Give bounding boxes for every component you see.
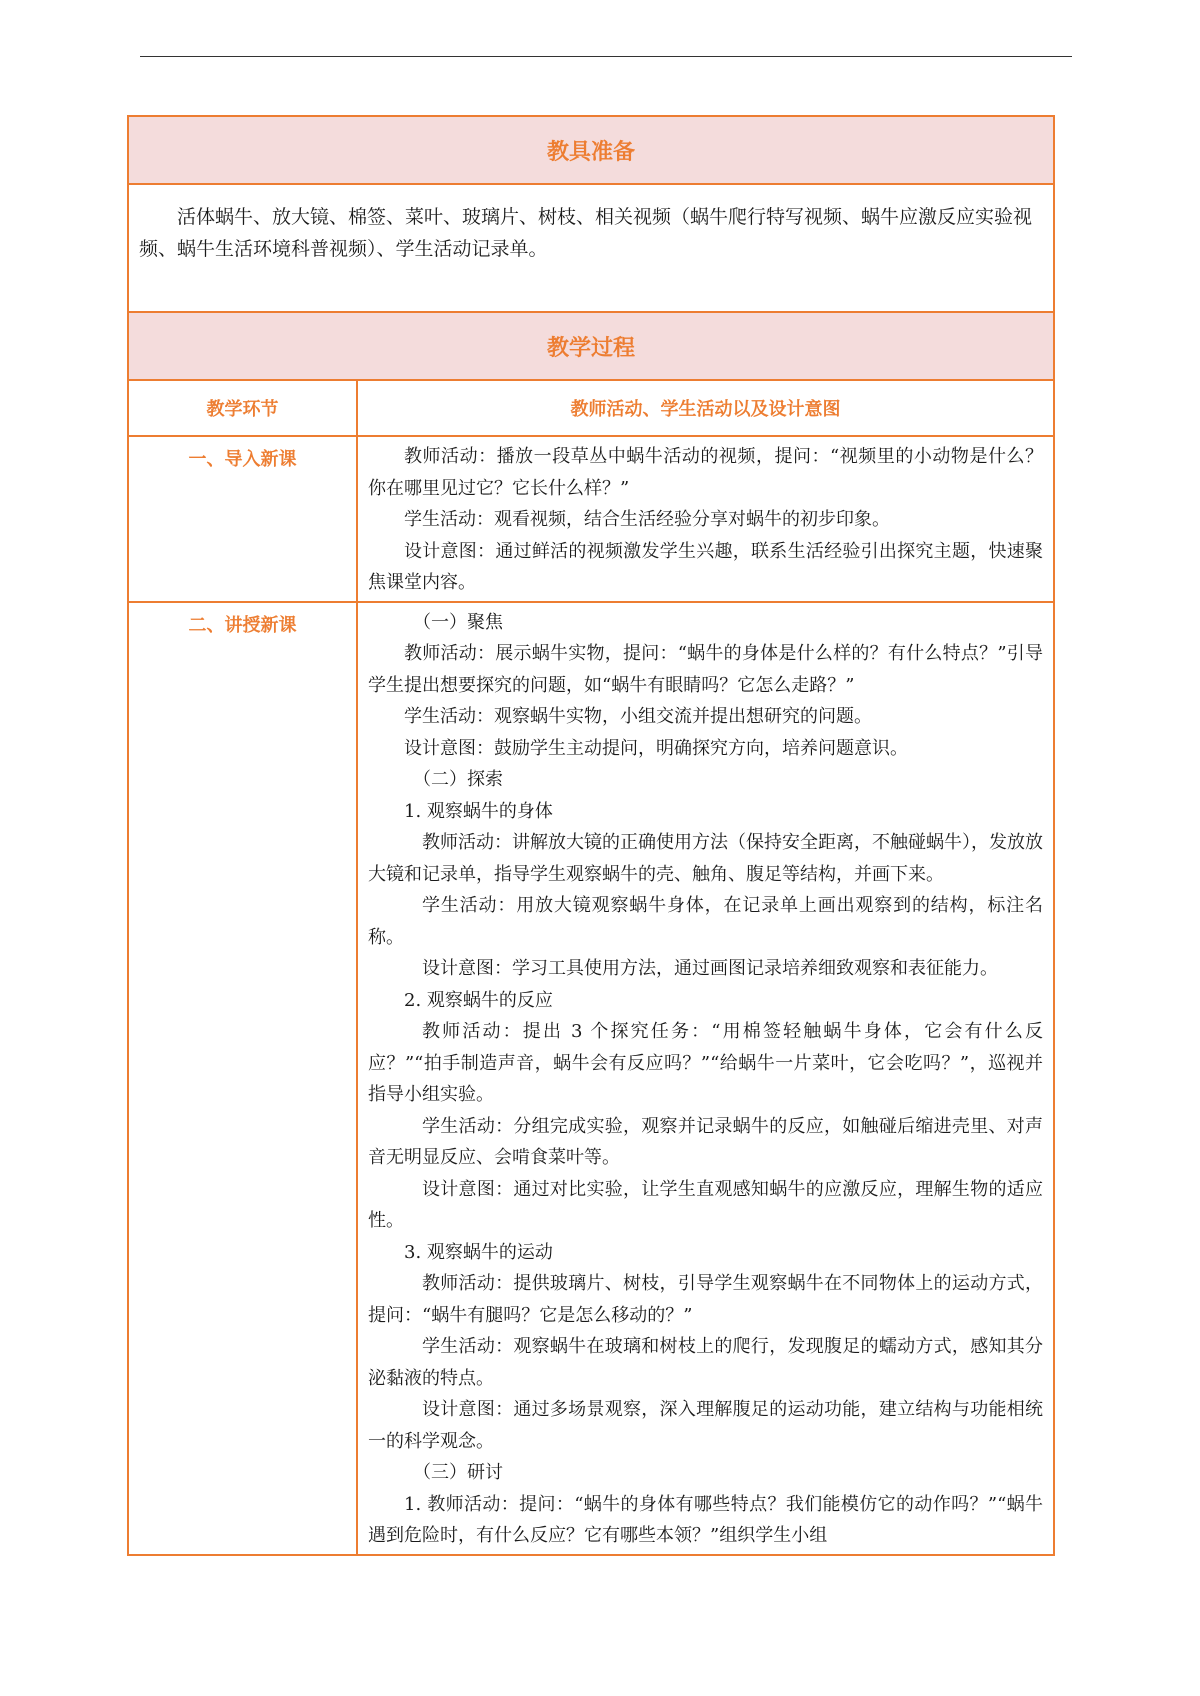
paragraph-design-intent: 设计意图：通过多场景观察，深入理解腹足的运动功能，建立结构与功能相统一的科学观念。 [368, 1399, 1044, 1452]
paragraph-teacher-activity: 教师活动：提出 3 个探究任务：“用棉签轻触蜗牛身体，它会有什么反应？”“拍手制造声音，蜗牛会有反应吗？”“给蜗牛一片菜叶，它会吃吗？”，巡视并指导小组实验。 [368, 1021, 1044, 1105]
paragraph-design-intent: 设计意图：学习工具使用方法，通过画图记录培养细致观察和表征能力。 [422, 958, 998, 979]
paragraph-student-activity: 学生活动：观看视频，结合生活经验分享对蜗牛的初步印象。 [404, 509, 890, 530]
paragraph-teacher-activity: 教师活动：提供玻璃片、树枝，引导学生观察蜗牛在不同物体上的运动方式，提问：“蜗牛有腿吗？它是怎么移动的？” [368, 1273, 1044, 1326]
subheading-explore: （二）探索 [413, 769, 503, 790]
subheading-discussion: （三）研讨 [413, 1462, 503, 1483]
materials-content [128, 184, 1054, 312]
materials-title-row [128, 116, 1054, 184]
lesson-plan-table [127, 115, 1055, 1556]
subheading-observe-body: 1. 观察蜗牛的身体 [404, 800, 553, 822]
subheading-observe-movement: 3. 观察蜗牛的运动 [404, 1241, 553, 1263]
materials-title: 教具准备 [128, 116, 1054, 184]
column-header-stage: 教学环节 [128, 380, 357, 436]
stage-name-intro: 一、导入新课 [128, 436, 357, 602]
paragraph-design-intent: 设计意图：通过鲜活的视频激发学生兴趣，联系生活经验引出探究主题，快速聚焦课堂内容。 [368, 540, 1044, 593]
paragraph-student-activity: 学生活动：用放大镜观察蜗牛身体，在记录单上画出观察到的结构，标注名称。 [368, 895, 1044, 948]
paragraph-student-activity: 学生活动：观察蜗牛实物，小组交流并提出想研究的问题。 [404, 706, 872, 727]
stage-content-intro [357, 436, 1054, 602]
paragraph-student-activity: 学生活动：分组完成实验，观察并记录蜗牛的反应，如触碰后缩进壳里、对声音无明显反应、会啃食菜叶等。 [368, 1115, 1044, 1168]
paragraph-teacher-activity: 教师活动：播放一段草丛中蜗牛活动的视频，提问：“视频里的小动物是什么？你在哪里见过它？它长什么样？” [368, 446, 1044, 499]
paragraph-teacher-activity: 教师活动：展示蜗牛实物，提问：“蜗牛的身体是什么样的？有什么特点？”引导学生提出想要探究的问题，如“蜗牛有眼睛吗？它怎么走路？” [368, 643, 1044, 696]
column-header-row [128, 380, 1054, 436]
stage-row-new-lesson [128, 602, 1054, 1555]
paragraph-student-activity: 学生活动：观察蜗牛在玻璃和树枝上的爬行，发现腹足的蠕动方式，感知其分泌黏液的特点。 [368, 1336, 1044, 1389]
stage-name-new-lesson: 二、讲授新课 [128, 602, 357, 1555]
materials-text: 活体蜗牛、放大镜、棉签、菜叶、玻璃片、树枝、相关视频（蜗牛爬行特写视频、蜗牛应激反应实验视频、蜗牛生活环境科普视频）、学生活动记录单。 [139, 206, 1033, 260]
stage-row-intro [128, 436, 1054, 602]
process-title-row [128, 312, 1054, 380]
header-rule [140, 56, 1072, 57]
paragraph-design-intent: 设计意图：通过对比实验，让学生直观感知蜗牛的应激反应，理解生物的适应性。 [368, 1178, 1044, 1231]
column-header-activity: 教师活动、学生活动以及设计意图 [357, 380, 1054, 436]
subheading-observe-reaction: 2. 观察蜗牛的反应 [404, 989, 553, 1011]
stage-content-new-lesson [357, 602, 1054, 1555]
paragraph-teacher-activity: 1. 教师活动：提问：“蜗牛的身体有哪些特点？我们能模仿它的动作吗？”“蜗牛遇到危险时，有什么反应？它有哪些本领？”组织学生小组 [368, 1493, 1044, 1546]
subheading-focus: （一）聚焦 [413, 611, 503, 633]
materials-content-row [128, 184, 1054, 312]
paragraph-design-intent: 设计意图：鼓励学生主动提问，明确探究方向，培养问题意识。 [404, 737, 908, 759]
paragraph-teacher-activity: 教师活动：讲解放大镜的正确使用方法（保持安全距离，不触碰蜗牛），发放放大镜和记录单，指导学生观察蜗牛的壳、触角、腹足等结构，并画下来。 [368, 832, 1044, 885]
process-title: 教学过程 [128, 312, 1054, 380]
